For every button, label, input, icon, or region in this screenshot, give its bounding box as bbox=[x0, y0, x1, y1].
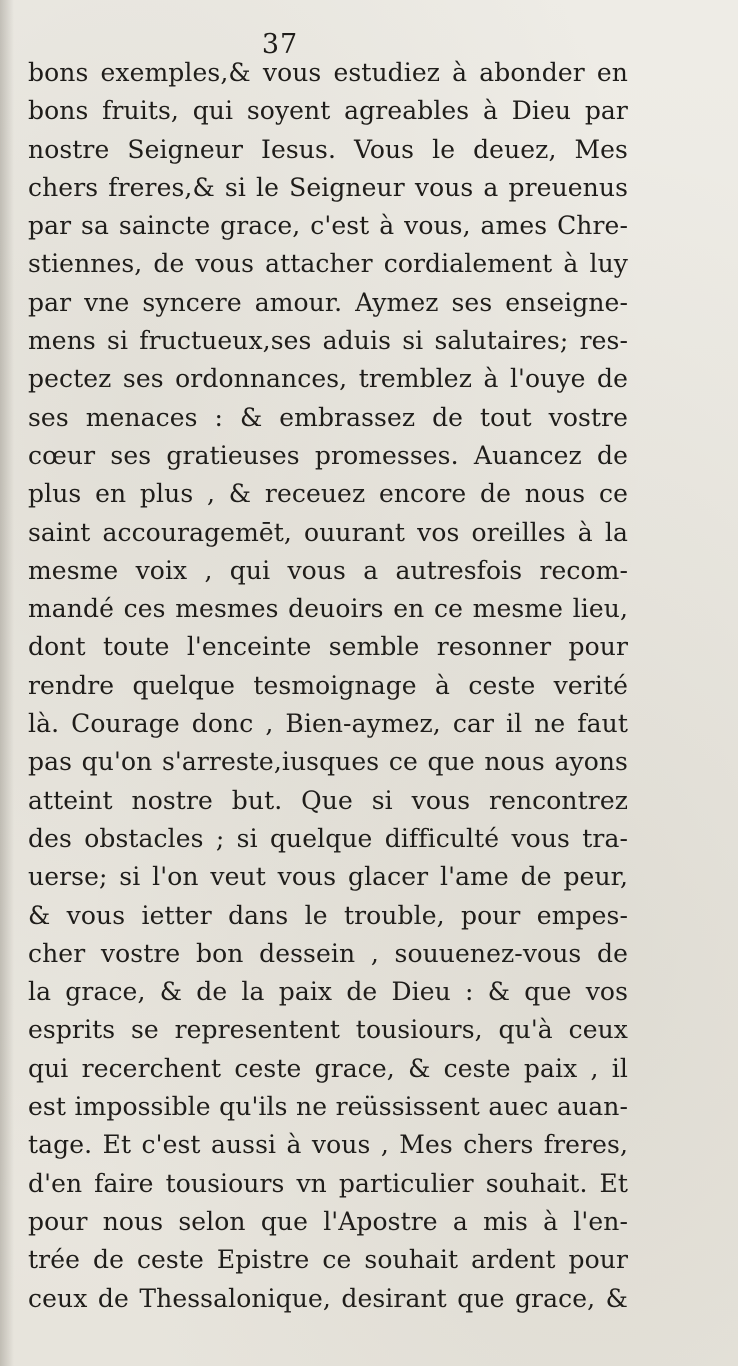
text-line: mandé ces mesmes deuoirs en ce mesme lieu, bbox=[28, 594, 628, 624]
binding-shadow bbox=[0, 0, 14, 1366]
body-text bbox=[28, 54, 628, 1318]
text-line: pas qu'on s'arreste,iusques ce que nous ayons bbox=[28, 747, 628, 777]
text-line: ceux de Thessalonique, desirant que grace, & bbox=[28, 1283, 628, 1313]
text-line: cœur ses gratieuses promesses. Auancez de bbox=[28, 440, 628, 470]
text-line: saint accouragemēt, ouurant vos oreilles à la bbox=[28, 517, 628, 547]
text-line: uerse; si l'on veut vous glacer l'ame de peur, bbox=[28, 862, 628, 892]
text-line: la grace, & de la paix de Dieu : & que vos bbox=[28, 977, 628, 1007]
text-line: dont toute l'enceinte semble resonner pour bbox=[28, 632, 628, 662]
text-line: plus en plus , & receuez encore de nous ce bbox=[28, 479, 628, 509]
text-line: atteint nostre but. Que si vous rencontrez bbox=[28, 785, 628, 815]
text-line: tage. Et c'est aussi à vous , Mes chers freres, bbox=[28, 1130, 628, 1160]
text-line: mens si fructueux,ses aduis si salutaires; res- bbox=[28, 326, 628, 356]
text-line: trée de ceste Epistre ce souhait ardent pour bbox=[28, 1245, 628, 1275]
text-line: par vne syncere amour. Aymez ses enseigne- bbox=[28, 287, 628, 317]
text-line: qui recerchent ceste grace, & ceste paix , il bbox=[28, 1053, 628, 1083]
text-line: nostre Seigneur Iesus. Vous le deuez, Mes bbox=[28, 134, 628, 164]
text-line: est impossible qu'ils ne reüssissent auec auan- bbox=[28, 1092, 628, 1122]
text-line: d'en faire tousiours vn particulier souhait. Et bbox=[28, 1168, 628, 1198]
text-line: ses menaces : & embrassez de tout vostre bbox=[28, 402, 628, 432]
text-line: par sa saincte grace, c'est à vous, ames Chre- bbox=[28, 211, 628, 241]
text-line: des obstacles ; si quelque difficulté vous tra- bbox=[28, 823, 628, 853]
text-line: & vous ietter dans le trouble, pour empes- bbox=[28, 900, 628, 930]
text-line: esprits se representent tousiours, qu'à ceux bbox=[28, 1015, 628, 1045]
page-number: 37 bbox=[261, 29, 299, 60]
text-line: cher vostre bon dessein , souuenez-vous de bbox=[28, 938, 628, 968]
text-line: là. Courage donc , Bien-aymez, car il ne faut bbox=[28, 709, 628, 739]
text-line: bons exemples,& vous estudiez à abonder en bbox=[28, 58, 628, 87]
text-line: stiennes, de vous attacher cordialement à luy bbox=[28, 249, 628, 279]
text-line: chers freres,& si le Seigneur vous a preuenus bbox=[28, 172, 628, 202]
text-line: pectez ses ordonnances, tremblez à l'ouye de bbox=[28, 364, 628, 394]
text-line: bons fruits, qui soyent agreables à Dieu par bbox=[28, 96, 628, 126]
text-line: mesme voix , qui vous a autresfois recom- bbox=[28, 555, 628, 585]
text-line: rendre quelque tesmoignage à ceste verité bbox=[28, 670, 628, 700]
text-line: pour nous selon que l'Apostre a mis à l'en- bbox=[28, 1206, 628, 1236]
